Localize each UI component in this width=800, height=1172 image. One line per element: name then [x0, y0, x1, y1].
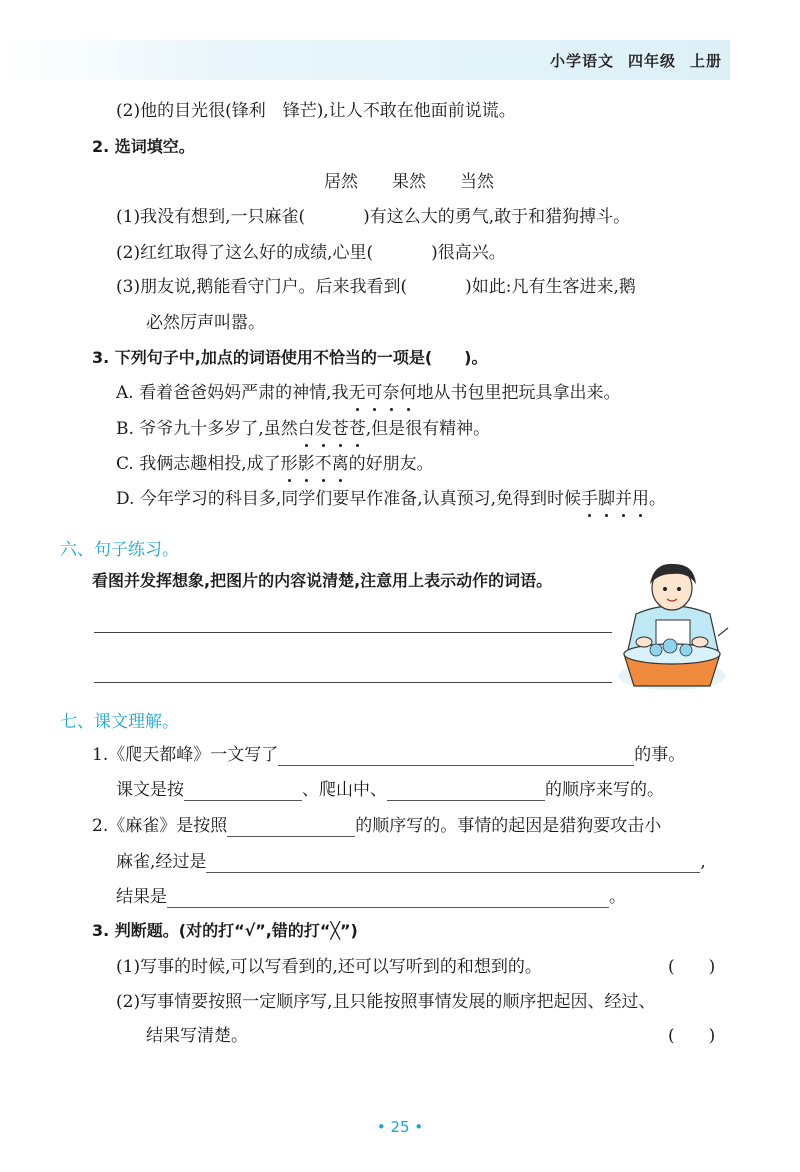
s7-q1-text: 的顺序来写的。	[545, 780, 664, 800]
page-number: • 25 •	[376, 1118, 424, 1136]
dotted-char: 不	[314, 454, 332, 474]
option-text: 的好朋友。	[348, 454, 434, 474]
q3-option-d	[116, 488, 666, 510]
dotted-char: 用	[632, 489, 650, 509]
s7-q2-line2	[116, 851, 706, 873]
s7-q1-text: 课文是按	[116, 780, 184, 800]
s7-q3-item-2-cont: 结果写清楚。	[146, 1026, 248, 1046]
s7-q2-line3	[116, 886, 626, 908]
option-text: ,但是很有精神。	[365, 419, 491, 439]
q2-item-3	[116, 276, 636, 298]
dotted-char: 苍	[331, 419, 349, 439]
s7-q2-text: 2.《麻雀》是按照	[92, 816, 228, 836]
q2-word-bank	[324, 171, 494, 193]
q2-item-3-text: (3)朋友说,鹅能看守门户。后来我看到(	[116, 277, 408, 297]
dotted-char: 白	[297, 419, 315, 439]
q2-item-1-text: (1)我没有想到,一只麻雀(	[116, 207, 306, 227]
s7-q2-text: 。	[609, 887, 626, 907]
word-option: 居然	[324, 172, 358, 192]
dotted-char: 手	[581, 489, 599, 509]
fill-blank[interactable]	[184, 782, 302, 801]
dotted-char: 何	[399, 383, 417, 403]
s7-q2-text: ,	[700, 852, 706, 872]
option-text: 。	[649, 489, 667, 509]
fill-blank[interactable]	[206, 854, 700, 873]
header-grade: 四年级	[627, 52, 676, 70]
q3-title: 3. 下列句子中,加点的词语使用不恰当的一项是( )。	[92, 348, 488, 367]
s7-q2-line1	[92, 815, 661, 837]
dotted-char: 奈	[382, 383, 400, 403]
fill-blank[interactable]	[387, 782, 545, 801]
q1-item-2: (2)他的目光很(锋利 锋芒),让人不敢在他面前说谎。	[116, 101, 516, 121]
s7-q1-text: 的事。	[634, 745, 686, 765]
q3-option-c	[116, 453, 434, 475]
q3-option-b	[116, 418, 490, 440]
q2-title: 2. 选词填空。	[92, 137, 195, 156]
s7-q1-text: 、爬山中、	[302, 780, 387, 800]
s7-q3-title: 3. 判断题。(对的打“√”,错的打“╳”)	[92, 921, 358, 940]
s7-q3-item-1: (1)写事的时候,可以写看到的,还可以写听到的和想到的。	[116, 957, 542, 977]
q2-item-2	[116, 242, 506, 264]
writing-line[interactable]	[94, 632, 612, 633]
fill-blank[interactable]	[167, 889, 609, 908]
fill-blank[interactable]	[227, 818, 355, 837]
s7-q2-text: 麻雀,经过是	[116, 852, 207, 872]
fill-blank[interactable]	[278, 747, 634, 766]
word-option: 当然	[460, 172, 494, 192]
option-text: C. 我俩志趣相投,成了	[116, 454, 281, 474]
option-text: 地从书包里把玩具拿出来。	[416, 383, 621, 403]
q2-item-2-text: )很高兴。	[431, 243, 506, 263]
dotted-char: 离	[331, 454, 349, 474]
dotted-char: 无	[348, 383, 366, 403]
section-6-title: 六、句子练习。	[60, 540, 179, 560]
s7-q1-line1	[92, 744, 685, 766]
boy-washing-dishes-illustration	[614, 558, 730, 694]
option-text: D. 今年学习的科目多,同学们要早作准备,认真预习,免得到时候	[116, 489, 582, 509]
s7-q1-text: 1.《爬天都峰》一文写了	[92, 745, 279, 765]
word-option: 果然	[392, 172, 426, 192]
q2-item-3-cont: 必然厉声叫嚣。	[146, 313, 265, 333]
dotted-char: 发	[314, 419, 332, 439]
q2-item-2-text: (2)红红取得了这么好的成绩,心里(	[116, 243, 374, 263]
s7-q2-text: 结果是	[116, 887, 167, 907]
dotted-char: 影	[297, 454, 315, 474]
book-header	[536, 50, 722, 71]
s7-q3-item-2: (2)写事情要按照一定顺序写,且只能按照事情发展的顺序把起因、经过、	[116, 992, 656, 1012]
q3-option-a	[116, 382, 621, 404]
s7-q2-text: 的顺序写的。事情的起因是猎狗要攻击小	[355, 816, 662, 836]
q2-item-1-text: )有这么大的勇气,敢于和猎狗搏斗。	[363, 207, 631, 227]
section-6-prompt: 看图并发挥想象,把图片的内容说清楚,注意用上表示动作的词语。	[92, 571, 553, 590]
dotted-char: 可	[365, 383, 383, 403]
dotted-char: 脚	[598, 489, 616, 509]
judgement-paren[interactable]: ( )	[668, 957, 716, 977]
judgement-paren[interactable]: ( )	[668, 1026, 716, 1046]
writing-line[interactable]	[94, 682, 612, 683]
q2-item-3-text: )如此:凡有生客进来,鹅	[465, 277, 636, 297]
option-text: A. 看着爸爸妈妈严肃的神情,我	[116, 383, 349, 403]
option-text: B. 爷爷九十多岁了,虽然	[116, 419, 298, 439]
q2-item-1	[116, 206, 630, 228]
s7-q1-line2	[116, 779, 664, 801]
header-volume: 上册	[689, 52, 722, 70]
header-subject: 小学语文	[549, 52, 614, 70]
section-7-title: 七、课文理解。	[60, 712, 179, 732]
dotted-char: 苍	[348, 419, 366, 439]
dotted-char: 形	[280, 454, 298, 474]
dotted-char: 并	[615, 489, 633, 509]
